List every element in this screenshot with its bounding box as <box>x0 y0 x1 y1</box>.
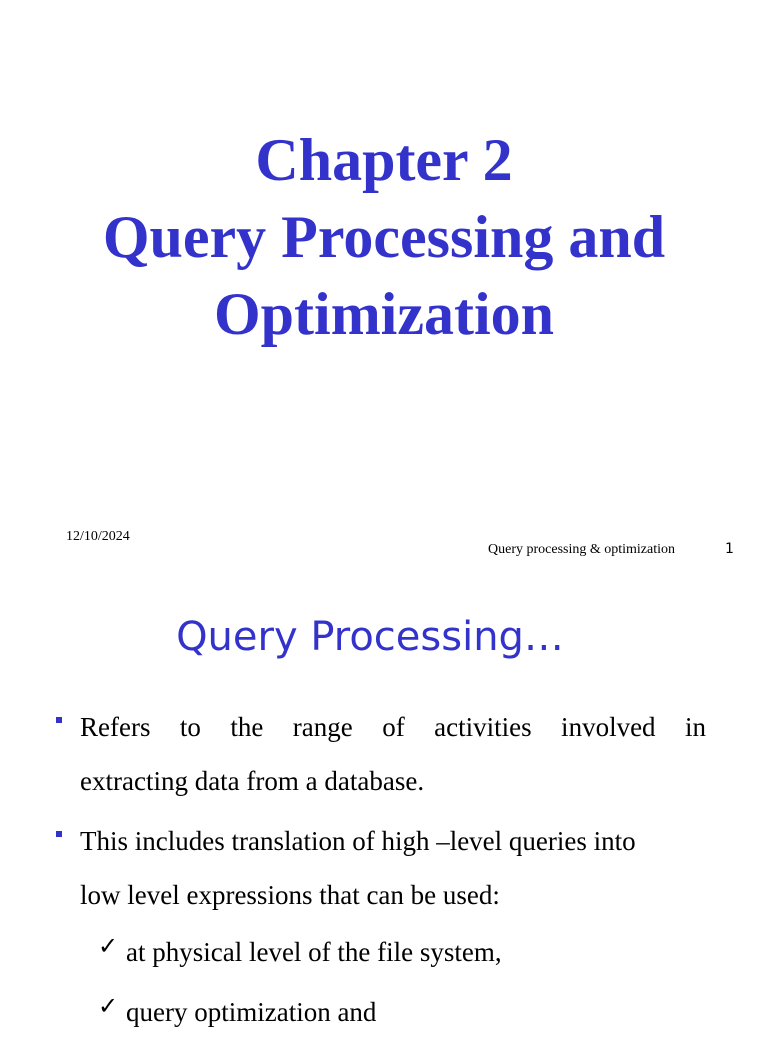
square-bullet-icon <box>56 717 62 723</box>
checkmark-icon: ✓ <box>98 932 119 960</box>
slide-title <box>0 122 768 353</box>
title-line-2: Query Processing and <box>102 204 666 270</box>
bullet-item <box>56 700 706 808</box>
slide-2 <box>0 576 768 1027</box>
footer-title: Query processing & optimization <box>488 542 676 557</box>
bullet-text-line: low level expressions that can be used: <box>80 880 500 910</box>
sub-item <box>56 982 706 1042</box>
slide-date: 12/10/2024 <box>66 529 130 544</box>
bullet-list <box>56 700 706 1042</box>
sub-item-text: at physical level of the file system, <box>126 937 502 967</box>
checkmark-icon: ✓ <box>98 992 119 1020</box>
bullet-text-line: Refers to the range of activities involved in <box>80 712 706 742</box>
page-number: 1 <box>725 541 734 557</box>
title-line-3: Optimization <box>214 281 554 347</box>
sub-item <box>56 922 706 982</box>
bullet-item <box>56 814 706 922</box>
bullet-text-line: This includes translation of high –level queries into <box>80 826 636 856</box>
bullet-text-line: extracting data from a database. <box>80 766 425 796</box>
title-line-1: Chapter 2 <box>255 127 513 193</box>
sub-item-text: query optimization and <box>126 997 377 1027</box>
slide-2-title: Query Processing… <box>176 614 564 660</box>
square-bullet-icon <box>56 831 62 837</box>
